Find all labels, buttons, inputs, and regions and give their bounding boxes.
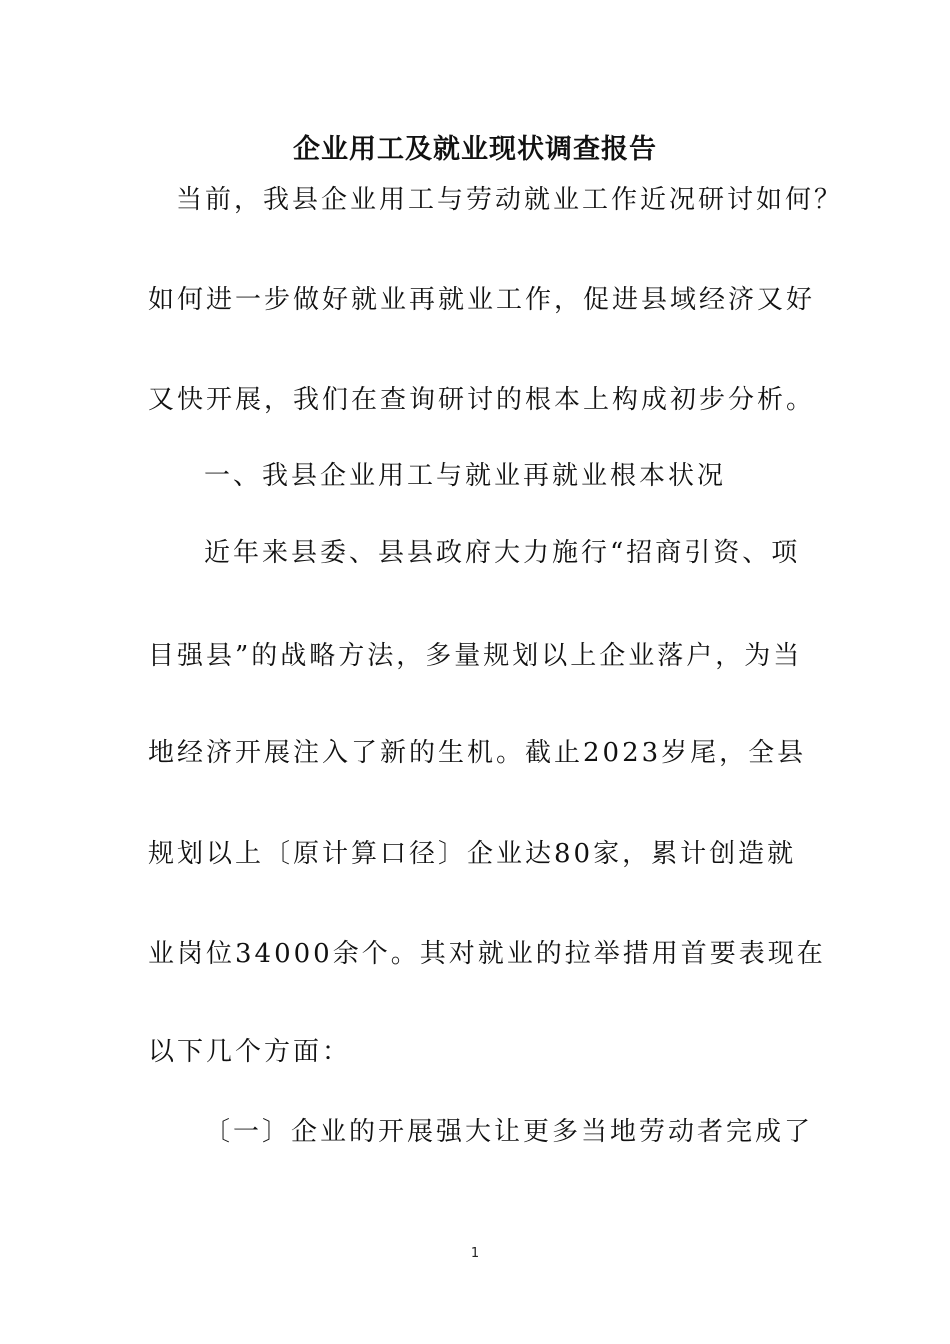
section-heading-1: 一、我县企业用工与就业再就业根本状况 (204, 461, 727, 491)
paragraph-line-8: 规划以上〔原计算口径〕企业达80家，累计创造就 (148, 839, 797, 869)
paragraph-line-7: 地经济开展注入了新的生机。截止2023岁尾，全县 (148, 738, 807, 768)
paragraph-line-3: 又快开展，我们在查询研讨的根本上构成初步分析。 (148, 385, 816, 415)
paragraph-line-1: 当前，我县企业用工与劳动就业工作近况研讨如何？ (176, 185, 844, 215)
paragraph-line-5: 近年来县委、县县政府大力施行“招商引资、项 (204, 538, 801, 568)
page-number: 1 (470, 1246, 480, 1261)
paragraph-line-9: 业岗位34000余个。其对就业的拉举措用首要表现在 (148, 939, 826, 969)
subsection-heading-1: 〔一〕企业的开展强大让更多当地劳动者完成了 (204, 1117, 814, 1147)
paragraph-line-2: 如何进一步做好就业再就业工作，促进县域经济又好 (148, 285, 816, 315)
paragraph-line-6: 目强县”的战略方法，多量规划以上企业落户，为当 (148, 641, 803, 671)
document-title: 企业用工及就业现状调查报告 (293, 134, 657, 165)
paragraph-line-10: 以下几个方面： (148, 1037, 352, 1067)
